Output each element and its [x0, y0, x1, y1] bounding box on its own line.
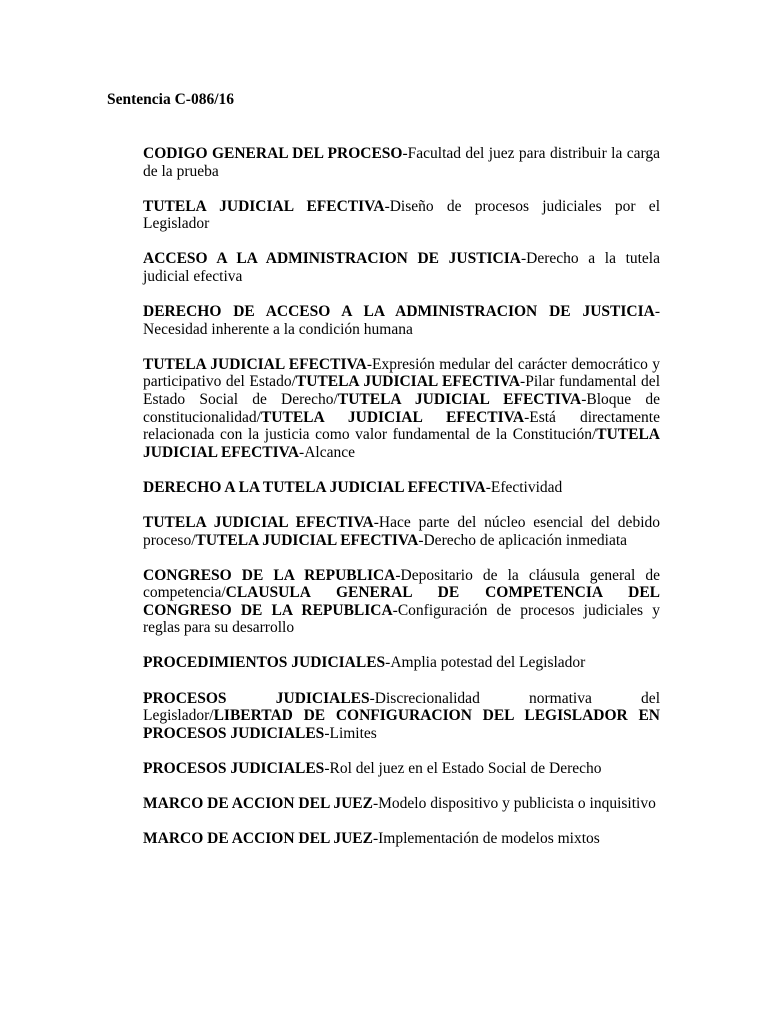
descriptor-text: -Pilar fundamental del Estado Social de Derecho/ — [143, 373, 660, 408]
descriptor-text: -Limites — [324, 724, 377, 742]
descriptor-text: -Configuración de procesos judiciales y reglas para su desarrollo — [143, 601, 660, 637]
descriptor-text: -Amplia potestad del Legislador — [385, 654, 586, 672]
descriptor-entry — [143, 567, 660, 637]
descriptor-heading: TUTELA JUDICIAL EFECTIVA — [337, 390, 582, 408]
descriptor-text: -Efectividad — [485, 478, 563, 496]
descriptor-text: -Diseño de procesos judiciales por el Legislador — [143, 197, 660, 233]
descriptor-heading: TUTELA JUDICIAL EFECTIVA — [143, 513, 374, 531]
descriptor-text: -Implementación de modelos mixtos — [372, 830, 600, 848]
descriptor-text: -Bloque de constitucionalidad/ — [143, 390, 660, 426]
descriptor-entry — [143, 303, 660, 338]
descriptor-text: -Está directamente relacionada con la justicia como valor fundamental de la Constitución/ — [143, 408, 660, 444]
descriptor-heading: MARCO DE ACCION DEL JUEZ — [143, 794, 373, 812]
descriptor-text: -Modelo dispositivo y publicista o inquisitivo — [372, 794, 656, 812]
descriptor-entry — [143, 479, 660, 497]
descriptor-heading: TUTELA JUDICIAL EFECTIVA — [195, 531, 419, 549]
descriptor-text: -Necesidad inherente a la condición humana — [143, 303, 660, 338]
descriptor-text: -Expresión medular del carácter democrático y participativo del Estado/ — [143, 355, 661, 391]
descriptor-heading: CONGRESO DE LA REPUBLICA — [143, 566, 396, 584]
descriptor-text: -Alcance — [299, 443, 355, 461]
descriptor-entry — [143, 795, 660, 813]
descriptor-text: -Depositario de la cláusula general de competencia/ — [143, 566, 660, 602]
descriptor-heading: TUTELA JUDICIAL EFECTIVA — [143, 426, 660, 461]
descriptor-heading: DERECHO DE ACCESO A LA ADMINISTRACION DE JUSTICIA — [143, 303, 655, 321]
descriptor-heading: PROCESOS JUDICIALES — [143, 689, 370, 707]
descriptor-list — [143, 145, 660, 865]
descriptor-heading: CLAUSULA GENERAL DE COMPETENCIA DEL CONGRESO DE LA REPUBLICA — [143, 584, 660, 619]
descriptor-heading: DERECHO A LA TUTELA JUDICIAL EFECTIVA — [143, 478, 486, 496]
descriptor-heading: TUTELA JUDICIAL EFECTIVA — [295, 373, 521, 391]
descriptor-text: -Derecho a la tutela judicial efectiva — [143, 250, 660, 285]
descriptor-entry — [143, 514, 660, 549]
descriptor-entry — [143, 250, 660, 285]
descriptor-text: -Facultad del juez para distribuir la carga de la prueba — [143, 145, 660, 180]
descriptor-heading: PROCESOS JUDICIALES — [143, 759, 325, 777]
descriptor-heading: TUTELA JUDICIAL EFECTIVA — [260, 408, 525, 426]
descriptor-entry — [143, 356, 660, 462]
descriptor-heading: TUTELA JUDICIAL EFECTIVA — [143, 197, 385, 215]
descriptor-heading: PROCEDIMIENTOS JUDICIALES — [143, 654, 386, 672]
descriptor-entry — [143, 760, 660, 778]
descriptor-heading: ACCESO A LA ADMINISTRACION DE JUSTICIA — [143, 250, 521, 268]
descriptor-text: -Rol del juez en el Estado Social de Derecho — [324, 759, 602, 777]
descriptor-entry — [143, 654, 660, 672]
descriptor-text: -Hace parte del núcleo esencial del debido proceso/ — [143, 513, 660, 549]
descriptor-text: -Discrecionalidad normativa del Legislador/ — [143, 689, 660, 725]
descriptor-heading: CODIGO GENERAL DEL PROCESO — [143, 145, 403, 162]
descriptor-text: -Derecho de aplicación inmediata — [418, 531, 628, 549]
descriptor-entry — [143, 830, 660, 848]
descriptor-entry — [143, 690, 660, 743]
descriptor-entry — [143, 145, 660, 180]
descriptor-heading: LIBERTAD DE CONFIGURACION DEL LEGISLADOR EN PROCESOS JUDICIALES — [143, 707, 660, 742]
descriptor-heading: TUTELA JUDICIAL EFECTIVA — [143, 355, 367, 373]
document-title: Sentencia C-086/16 — [107, 91, 235, 108]
descriptor-entry — [143, 198, 660, 233]
descriptor-heading: MARCO DE ACCION DEL JUEZ — [143, 830, 373, 848]
